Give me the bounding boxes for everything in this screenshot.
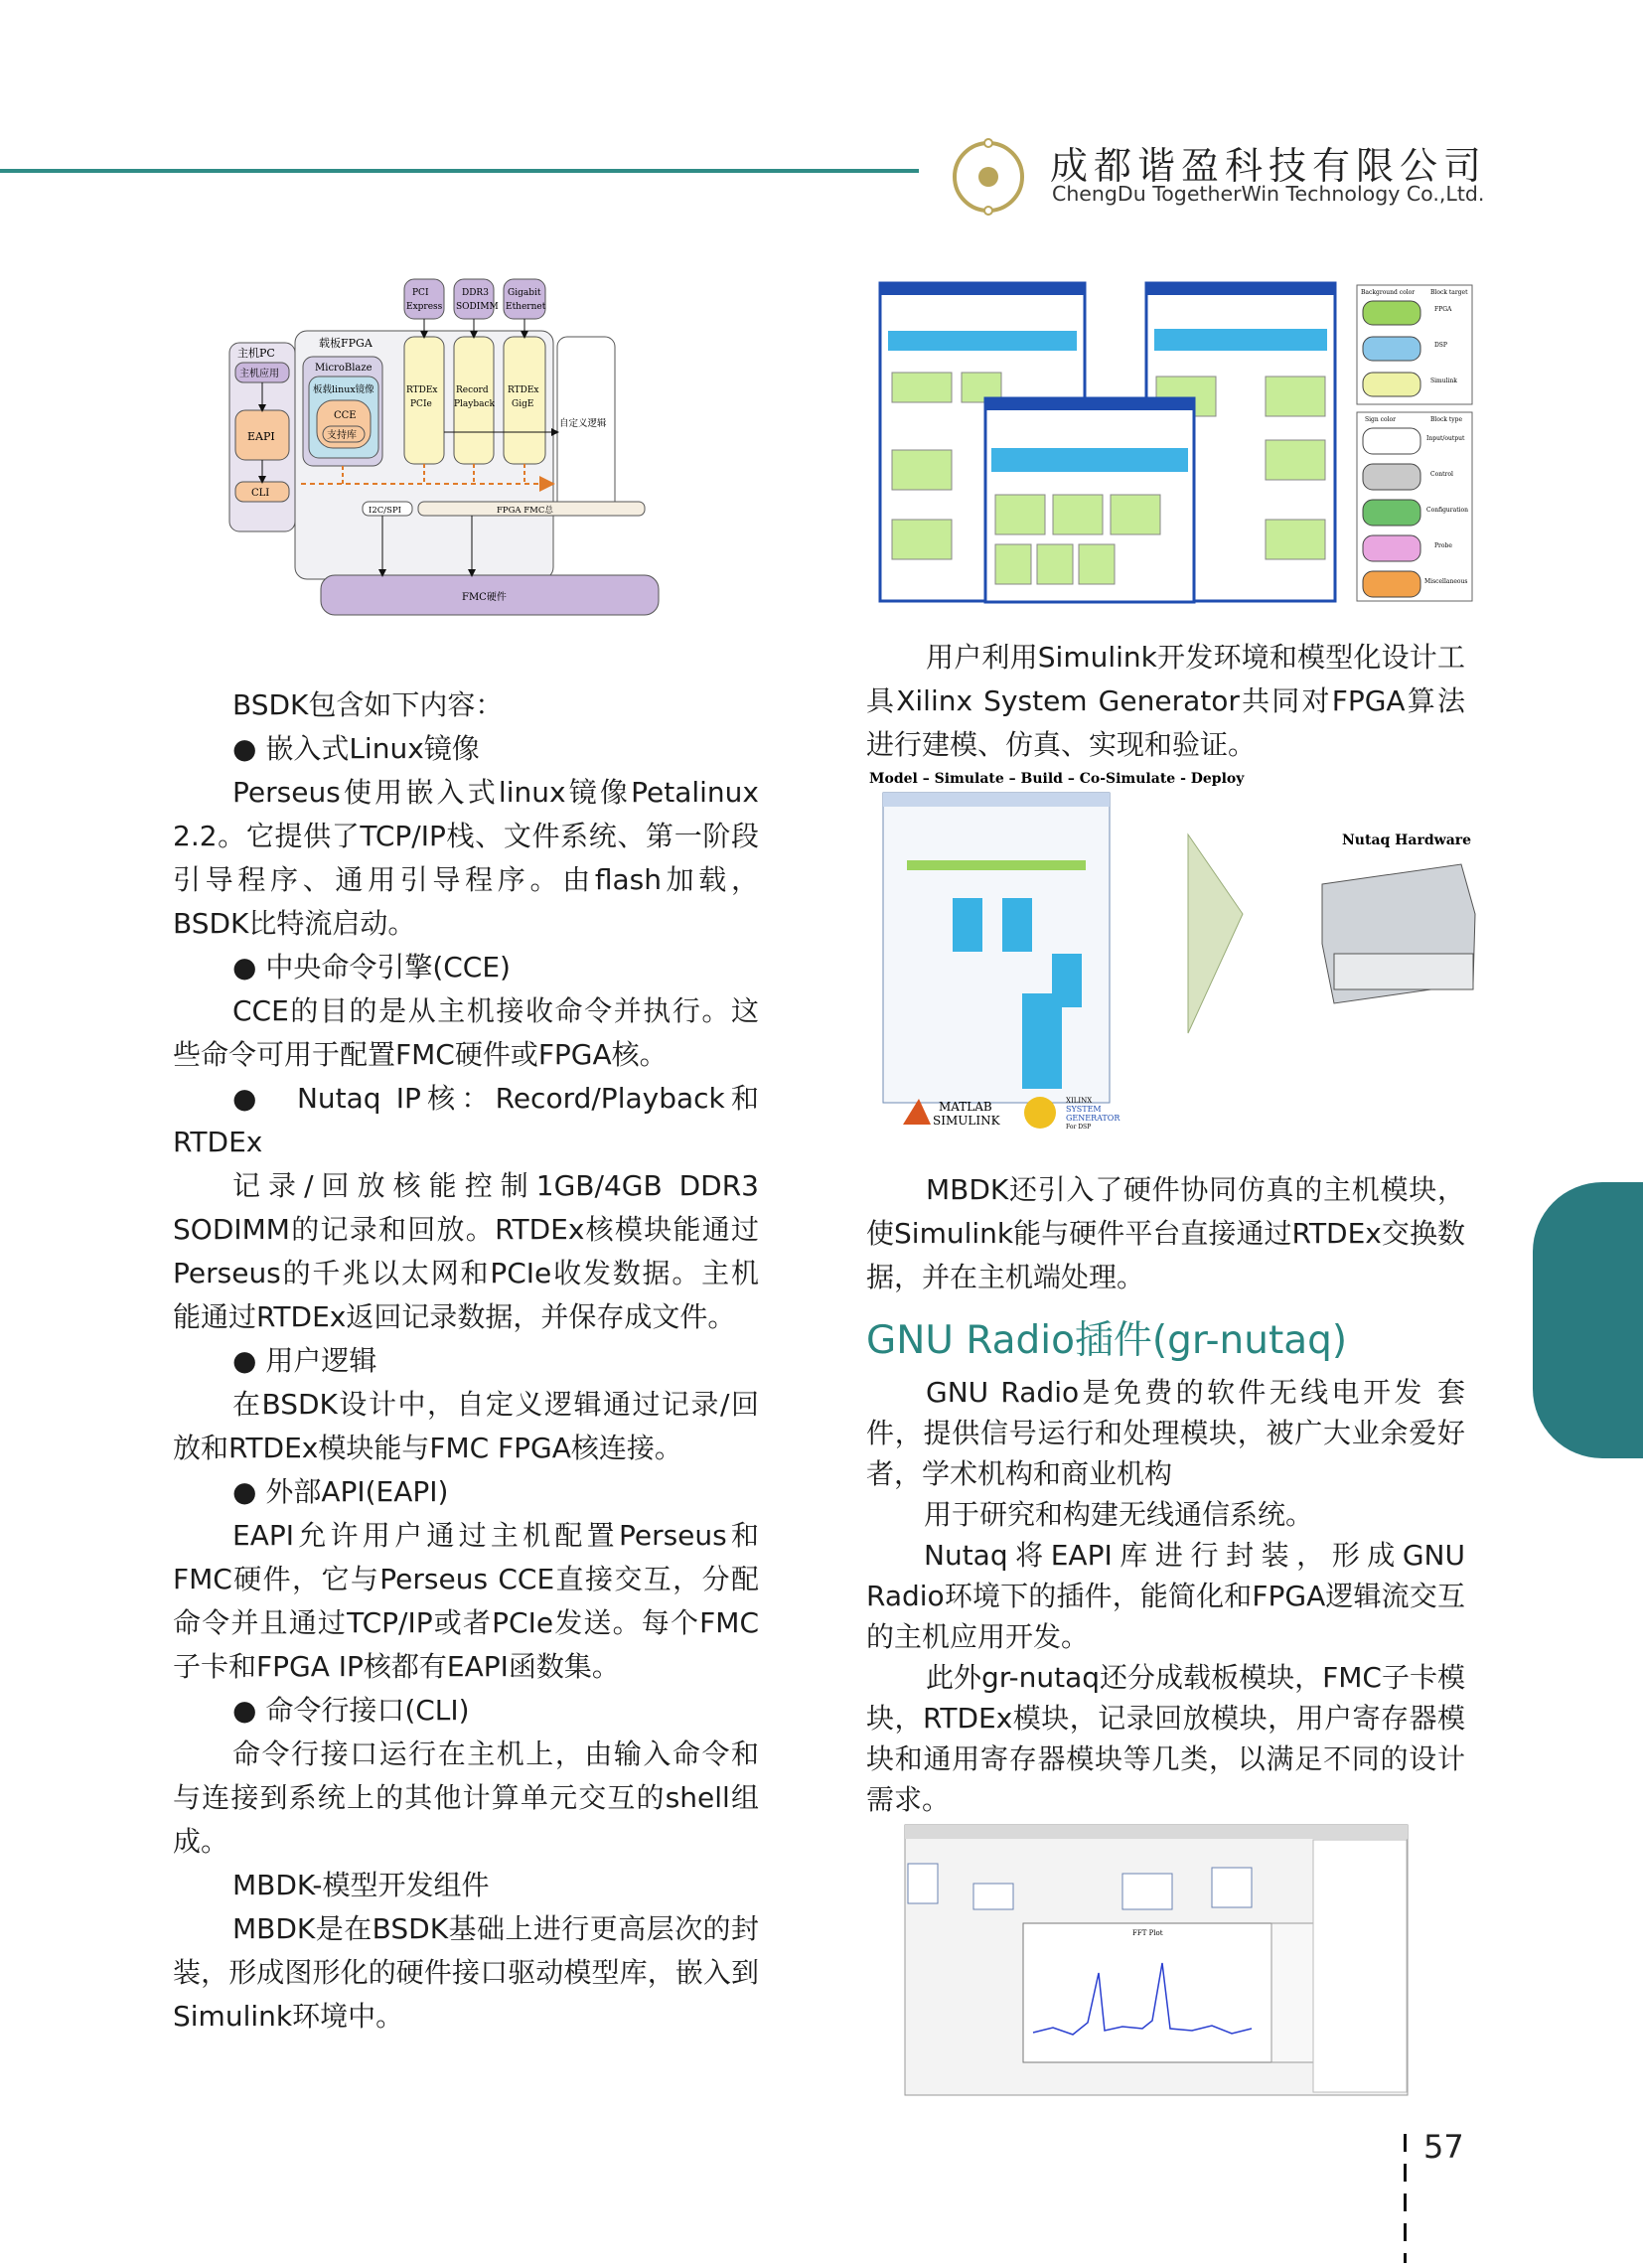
host-app-label: 主机应用 (239, 369, 279, 379)
matlab-label: MATLAB (939, 1100, 992, 1114)
gige-label-1: Gigabit (508, 288, 541, 298)
pci-label-2: Express (406, 302, 443, 312)
rtdex-gige-2: GigE (512, 399, 534, 409)
fmc-hw-label: FMC硬件 (462, 592, 507, 603)
support-lib-label: 支持库 (327, 430, 357, 441)
xilinx-generator-label: GENERATOR (1066, 1114, 1120, 1123)
company-name-cn: 成都谐盈科技有限公司 (1050, 144, 1488, 188)
mbdk-heading: MBDK-模型开发组件 (232, 1869, 490, 1901)
bsdk-intro: BSDK包含如下内容： (232, 688, 504, 721)
company-name-en: ChengDu TogetherWin Technology Co.,Ltd. (1052, 182, 1485, 206)
carrier-fpga-label: 载板FPGA (319, 337, 373, 350)
ddr3-label-1: DDR3 (462, 288, 489, 298)
simulink-library-figure (878, 281, 1474, 614)
rtdex-pcie-2: PCIe (410, 399, 432, 409)
xilinx-system-label: SYSTEM (1066, 1105, 1102, 1114)
bullet-nutaq-ip: ● Nutaq IP核：Record/Playback和RTDEx (173, 1082, 759, 1158)
right-gnuradio-text (866, 1372, 1465, 1820)
simulink-label: SIMULINK (933, 1114, 1000, 1128)
para-linux: Perseus使用嵌入式linux镜像Petalinux 2.2。它提供了TCP/IP栈、文件系统、第一阶段引导程序、通用引导程序。由flash加载，BSDK比特流启动。 (173, 776, 759, 940)
linux-image-label: 板载linux镜像 (313, 384, 374, 395)
para-eapi: EAPI允许用户通过主机配置Perseus和FMC硬件，它与Perseus CCE直接交互，分配命令并且通过TCP/IP或者PCIe发送。每个FMC子卡和FPGA IP核都有EAPI函数集。 (173, 1519, 759, 1683)
bullet-eapi: ● 外部API(EAPI) (232, 1475, 449, 1508)
flow-title: Model – Simulate – Build – Co-Simulate - Deploy (869, 771, 1245, 787)
bullet-cce: ● 中央命令引擎(CCE) (232, 951, 511, 983)
legend-sign-row-0: Input/output (1426, 435, 1465, 442)
para-simulink: 用户利用Simulink开发环境和模型化设计工具Xilinx System Generator共同对FPGA算法进行建模、仿真、实现和验证。 (866, 641, 1465, 761)
bullet-user-logic: ● 用户逻辑 (232, 1344, 377, 1377)
left-column (173, 683, 759, 2039)
i2c-spi-label: I2C/SPI (369, 506, 402, 516)
para-nutaq-eapi: Nutaq将EAPI库进行封装，形成GNU Radio环境下的插件，能简化和FPGA逻辑流交互的主机应用开发。 (866, 1539, 1465, 1653)
side-tab (1533, 1182, 1643, 1458)
legend-bg-header: Background color (1361, 289, 1416, 296)
eapi-label: EAPI (247, 430, 275, 443)
ddr3-label-2: SODIMM (456, 302, 499, 312)
page-divider (1404, 2134, 1407, 2263)
legend-target-header: Block target (1430, 289, 1468, 296)
pci-label-1: PCI (412, 288, 429, 298)
host-pc-label: 主机PC (237, 347, 275, 360)
right-para-simulink (866, 636, 1465, 767)
cli-label: CLI (251, 488, 270, 499)
bullet-linux: ● 嵌入式Linux镜像 (232, 732, 480, 765)
section-title-gnuradio: GNU Radio插件(gr-nutaq) (866, 1318, 1348, 1363)
rtdex-pcie-1: RTDEx (406, 385, 438, 395)
para-gnuradio-2: 用于研究和构建无线通信系统。 (924, 1498, 1314, 1531)
bsdk-block-diagram (224, 273, 666, 621)
company-logo (949, 137, 1028, 217)
para-record: 记录/回放核能控制1GB/4GB DDR3 SODIMM的记录和回放。RTDEx核模块能通过Perseus的千兆以太网和PCIe收发数据。主机能通过RTDEx返回记录数据，并保存成文件。 (173, 1169, 759, 1333)
gnuradio-figure (904, 1824, 1409, 2096)
legend-bg-row-0: FPGA (1434, 306, 1452, 313)
playback-label: Playback (454, 399, 496, 409)
fft-plot-title: FFT Plot (1132, 1929, 1163, 1937)
record-label: Record (456, 385, 489, 395)
legend-sign-header: Sign color (1365, 416, 1397, 423)
cce-label: CCE (334, 410, 357, 421)
rtdex-gige-1: RTDEx (508, 385, 539, 395)
gige-label-2: Ethernet (506, 302, 546, 312)
right-para-mbdk (866, 1168, 1465, 1299)
custom-logic-label: 自定义逻辑 (559, 418, 607, 429)
hardware-label: Nutaq Hardware (1342, 832, 1472, 848)
para-user-logic: 在BSDK设计中，自定义逻辑通过记录/回放和RTDEx模块能与FMC FPGA核连接。 (173, 1388, 759, 1464)
para-mbdk: MBDK是在BSDK基础上进行更高层次的封装，形成图形化的硬件接口驱动模型库，嵌入到Simulink环境中。 (173, 1912, 759, 2033)
header-rule (0, 169, 919, 173)
legend-sign-row-1: Control (1430, 471, 1453, 478)
para-mbdk-cosim: MBDK还引入了硬件协同仿真的主机模块，使Simulink能与硬件平台直接通过RTDEx交换数据，并在主机端处理。 (866, 1173, 1465, 1293)
legend-bg-row-1: DSP (1434, 342, 1447, 349)
page-number: 57 (1423, 2128, 1464, 2166)
legend-type-header: Block type (1430, 416, 1463, 423)
xilinx-dsp-label: For DSP (1066, 1124, 1092, 1131)
legend-sign-row-2: Configuration (1426, 507, 1469, 514)
legend-sign-row-3: Probe (1434, 542, 1452, 549)
microblaze-label: MicroBlaze (315, 363, 373, 374)
model-flow-figure (867, 765, 1483, 1142)
fpga-fmc-bus-label: FPGA FMC总 (497, 506, 553, 516)
para-cli: 命令行接口运行在主机上，由输入命令和与连接到系统上的其他计算单元交互的shell组成。 (173, 1738, 759, 1858)
legend-sign-row-4: Miscellaneous (1424, 578, 1468, 585)
para-gr-nutaq: 此外gr-nutaq还分成载板模块，FMC子卡模块，RTDEx模块，记录回放模块，用户寄存器模块和通用寄存器模块等几类，以满足不同的设计需求。 (866, 1661, 1465, 1816)
xilinx-label: XILINX (1066, 1097, 1093, 1105)
para-gnuradio: GNU Radio是免费的软件无线电开发 套件，提供信号运行和处理模块，被广大业余爱好者，学术机构和商业机构 (866, 1376, 1465, 1490)
legend-bg-row-2: Simulink (1430, 378, 1457, 384)
para-cce: CCE的目的是从主机接收命令并执行。这些命令可用于配置FMC硬件或FPGA核。 (173, 994, 759, 1071)
bullet-cli: ● 命令行接口(CLI) (232, 1694, 470, 1727)
